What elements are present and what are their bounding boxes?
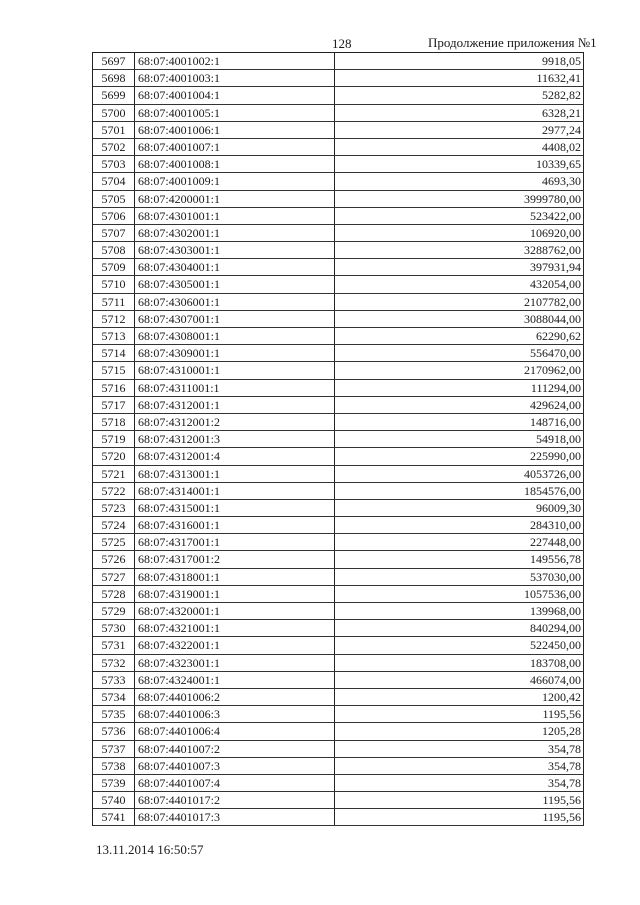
row-number: 5740: [93, 792, 135, 808]
cadastral-number: 68:07:4310001:1: [135, 362, 335, 378]
cadastral-number: 68:07:4001007:1: [135, 139, 335, 155]
value-amount: 106920,00: [335, 225, 584, 241]
cadastral-number: 68:07:4001006:1: [135, 122, 335, 138]
cadastral-number: 68:07:4401006:2: [135, 689, 335, 705]
cadastral-number: 68:07:4401006:4: [135, 723, 335, 739]
value-amount: 148716,00: [335, 414, 584, 430]
table-row: [93, 500, 584, 517]
row-number: 5720: [93, 448, 135, 464]
row-number: 5741: [93, 809, 135, 825]
value-amount: 149556,78: [335, 551, 584, 567]
table-row: [93, 311, 584, 328]
table-row: [93, 122, 584, 139]
row-number: 5724: [93, 517, 135, 533]
table-row: [93, 53, 584, 70]
cadastral-number: 68:07:4401017:3: [135, 809, 335, 825]
cadastre-table: [92, 52, 584, 826]
table-row: [93, 70, 584, 87]
table-row: [93, 431, 584, 448]
value-amount: 840294,00: [335, 620, 584, 636]
row-number: 5698: [93, 70, 135, 86]
row-number: 5718: [93, 414, 135, 430]
table-row: [93, 792, 584, 809]
row-number: 5738: [93, 758, 135, 774]
cadastral-number: 68:07:4302001:1: [135, 225, 335, 241]
row-number: 5707: [93, 225, 135, 241]
value-amount: 183708,00: [335, 655, 584, 671]
row-number: 5719: [93, 431, 135, 447]
row-number: 5699: [93, 87, 135, 103]
value-amount: 1205,28: [335, 723, 584, 739]
row-number: 5701: [93, 122, 135, 138]
value-amount: 10339,65: [335, 156, 584, 172]
cadastral-number: 68:07:4001002:1: [135, 53, 335, 69]
value-amount: 397931,94: [335, 259, 584, 275]
value-amount: 5282,82: [335, 87, 584, 103]
cadastral-number: 68:07:4301001:1: [135, 208, 335, 224]
table-row: [93, 466, 584, 483]
appendix-title: Продолжение приложения №1: [428, 35, 597, 50]
table-row: [93, 208, 584, 225]
table-row: [93, 655, 584, 672]
table-row: [93, 637, 584, 654]
value-amount: 522450,00: [335, 637, 584, 653]
cadastral-number: 68:07:4312001:1: [135, 397, 335, 413]
value-amount: 62290,62: [335, 328, 584, 344]
row-number: 5733: [93, 672, 135, 688]
cadastral-number: 68:07:4308001:1: [135, 328, 335, 344]
value-amount: 354,78: [335, 775, 584, 791]
table-row: [93, 105, 584, 122]
cadastral-number: 68:07:4313001:1: [135, 466, 335, 482]
row-number: 5705: [93, 191, 135, 207]
cadastral-number: 68:07:4303001:1: [135, 242, 335, 258]
value-amount: 225990,00: [335, 448, 584, 464]
value-amount: 466074,00: [335, 672, 584, 688]
row-number: 5732: [93, 655, 135, 671]
value-amount: 284310,00: [335, 517, 584, 533]
table-row: [93, 741, 584, 758]
table-row: [93, 345, 584, 362]
table-row: [93, 534, 584, 551]
table-row: [93, 723, 584, 740]
table-row: [93, 603, 584, 620]
value-amount: 432054,00: [335, 276, 584, 292]
row-number: 5700: [93, 105, 135, 121]
table-row: [93, 809, 584, 826]
cadastral-number: 68:07:4316001:1: [135, 517, 335, 533]
row-number: 5723: [93, 500, 135, 516]
table-row: [93, 259, 584, 276]
cadastral-number: 68:07:4319001:1: [135, 586, 335, 602]
row-number: 5727: [93, 569, 135, 585]
value-amount: 6328,21: [335, 105, 584, 121]
cadastral-number: 68:07:4306001:1: [135, 294, 335, 310]
cadastral-number: 68:07:4312001:3: [135, 431, 335, 447]
table-row: [93, 569, 584, 586]
cadastral-number: 68:07:4321001:1: [135, 620, 335, 636]
row-number: 5714: [93, 345, 135, 361]
value-amount: 1195,56: [335, 809, 584, 825]
row-number: 5716: [93, 380, 135, 396]
table-row: [93, 414, 584, 431]
row-number: 5736: [93, 723, 135, 739]
value-amount: 2107782,00: [335, 294, 584, 310]
value-amount: 54918,00: [335, 431, 584, 447]
value-amount: 2977,24: [335, 122, 584, 138]
value-amount: 354,78: [335, 758, 584, 774]
value-amount: 4408,02: [335, 139, 584, 155]
cadastral-number: 68:07:4001003:1: [135, 70, 335, 86]
value-amount: 2170962,00: [335, 362, 584, 378]
cadastral-number: 68:07:4311001:1: [135, 380, 335, 396]
cadastral-number: 68:07:4314001:1: [135, 483, 335, 499]
cadastral-number: 68:07:4317001:2: [135, 551, 335, 567]
value-amount: 9918,05: [335, 53, 584, 69]
row-number: 5712: [93, 311, 135, 327]
row-number: 5710: [93, 276, 135, 292]
row-number: 5715: [93, 362, 135, 378]
table-row: [93, 517, 584, 534]
table-row: [93, 173, 584, 190]
cadastral-number: 68:07:4315001:1: [135, 500, 335, 516]
value-amount: 139968,00: [335, 603, 584, 619]
cadastral-number: 68:07:4323001:1: [135, 655, 335, 671]
table-row: [93, 294, 584, 311]
value-amount: 111294,00: [335, 380, 584, 396]
row-number: 5722: [93, 483, 135, 499]
value-amount: 3999780,00: [335, 191, 584, 207]
row-number: 5717: [93, 397, 135, 413]
row-number: 5708: [93, 242, 135, 258]
row-number: 5709: [93, 259, 135, 275]
cadastral-number: 68:07:4320001:1: [135, 603, 335, 619]
row-number: 5728: [93, 586, 135, 602]
row-number: 5711: [93, 294, 135, 310]
cadastral-number: 68:07:4305001:1: [135, 276, 335, 292]
table-row: [93, 586, 584, 603]
table-row: [93, 156, 584, 173]
value-amount: 354,78: [335, 741, 584, 757]
cadastral-number: 68:07:4401007:3: [135, 758, 335, 774]
cadastral-number: 68:07:4318001:1: [135, 569, 335, 585]
table-row: [93, 139, 584, 156]
row-number: 5729: [93, 603, 135, 619]
value-amount: 4693,30: [335, 173, 584, 189]
value-amount: 3288762,00: [335, 242, 584, 258]
cadastral-number: 68:07:4001008:1: [135, 156, 335, 172]
row-number: 5704: [93, 173, 135, 189]
value-amount: 537030,00: [335, 569, 584, 585]
value-amount: 4053726,00: [335, 466, 584, 482]
table-row: [93, 191, 584, 208]
cadastral-number: 68:07:4401007:4: [135, 775, 335, 791]
table-row: [93, 775, 584, 792]
table-row: [93, 620, 584, 637]
cadastral-number: 68:07:4312001:2: [135, 414, 335, 430]
value-amount: 11632,41: [335, 70, 584, 86]
cadastral-number: 68:07:4401007:2: [135, 741, 335, 757]
table-row: [93, 689, 584, 706]
value-amount: 227448,00: [335, 534, 584, 550]
cadastral-number: 68:07:4322001:1: [135, 637, 335, 653]
print-timestamp: 13.11.2014 16:50:57: [96, 842, 204, 857]
value-amount: 1200,42: [335, 689, 584, 705]
value-amount: 1195,56: [335, 706, 584, 722]
cadastral-number: 68:07:4001005:1: [135, 105, 335, 121]
table-row: [93, 551, 584, 568]
cadastral-number: 68:07:4312001:4: [135, 448, 335, 464]
table-row: [93, 328, 584, 345]
row-number: 5734: [93, 689, 135, 705]
table-row: [93, 758, 584, 775]
cadastral-number: 68:07:4307001:1: [135, 311, 335, 327]
table-row: [93, 362, 584, 379]
value-amount: 1854576,00: [335, 483, 584, 499]
row-number: 5713: [93, 328, 135, 344]
cadastral-number: 68:07:4317001:1: [135, 534, 335, 550]
row-number: 5721: [93, 466, 135, 482]
value-amount: 3088044,00: [335, 311, 584, 327]
row-number: 5702: [93, 139, 135, 155]
cadastral-number: 68:07:4304001:1: [135, 259, 335, 275]
cadastral-number: 68:07:4401017:2: [135, 792, 335, 808]
row-number: 5730: [93, 620, 135, 636]
cadastral-number: 68:07:4001009:1: [135, 173, 335, 189]
cadastral-number: 68:07:4401006:3: [135, 706, 335, 722]
row-number: 5737: [93, 741, 135, 757]
row-number: 5697: [93, 53, 135, 69]
table-row: [93, 380, 584, 397]
table-row: [93, 397, 584, 414]
value-amount: 429624,00: [335, 397, 584, 413]
row-number: 5706: [93, 208, 135, 224]
table-row: [93, 672, 584, 689]
row-number: 5731: [93, 637, 135, 653]
row-number: 5726: [93, 551, 135, 567]
value-amount: 1057536,00: [335, 586, 584, 602]
table-row: [93, 276, 584, 293]
row-number: 5703: [93, 156, 135, 172]
row-number: 5739: [93, 775, 135, 791]
cadastral-number: 68:07:4309001:1: [135, 345, 335, 361]
value-amount: 96009,30: [335, 500, 584, 516]
row-number: 5735: [93, 706, 135, 722]
table-row: [93, 225, 584, 242]
table-row: [93, 483, 584, 500]
cadastral-number: 68:07:4200001:1: [135, 191, 335, 207]
cadastral-number: 68:07:4324001:1: [135, 672, 335, 688]
value-amount: 1195,56: [335, 792, 584, 808]
value-amount: 556470,00: [335, 345, 584, 361]
table-row: [93, 87, 584, 104]
page-number: 128: [332, 36, 352, 51]
table-row: [93, 242, 584, 259]
value-amount: 523422,00: [335, 208, 584, 224]
row-number: 5725: [93, 534, 135, 550]
table-row: [93, 448, 584, 465]
cadastral-number: 68:07:4001004:1: [135, 87, 335, 103]
table-row: [93, 706, 584, 723]
